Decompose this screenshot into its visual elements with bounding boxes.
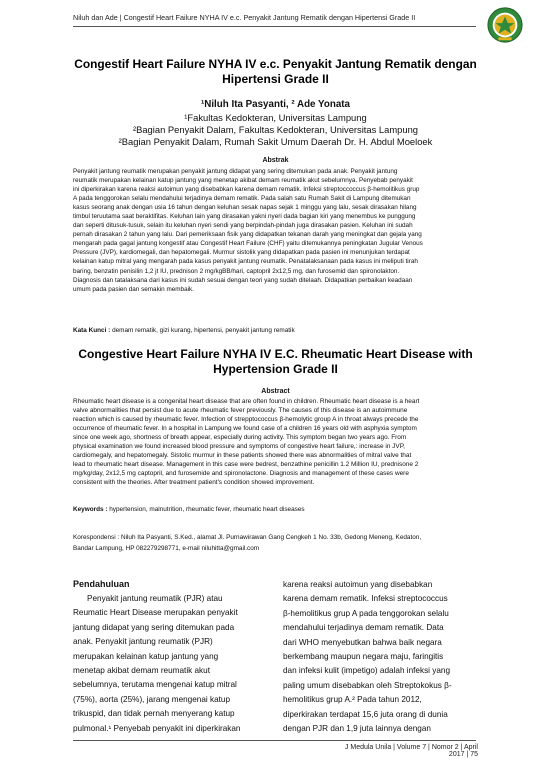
footer-rule [73,740,476,741]
abstract-line: mg/kg/day, 2x12,5 mg captopril, and furosemide and spironolactone. Diagnosis and management of these cases were [73,470,409,478]
correspondence-line: Korespondensi : Niluh Ita Pasyanti, S.Ked., alamat Jl. Purnawirawan Gang Cengkeh 1 No. 33b, Gedong Meneng, Kedaton, [73,534,422,541]
abstrak-line: timbul teruutama saat beraktifitas. Keluhan lain yang dirasakan yakni nyeri dada bagian kiri yang menembus ke punggung [73,213,416,221]
affiliation: ¹Fakultas Kedokteran, Universitas Lampung [184,112,367,123]
body-column-right [283,578,476,736]
affiliation: ²Bagian Penyakit Dalam, Rumah Sakit Umum Daerah Dr. H. Abdul Moeloek [118,136,433,147]
page-footer: J Medula Unila | Volume 7 | Nomor 2 | April 2017 | 75 [344,744,478,758]
abstrak-heading: Abstrak [262,157,289,164]
body-line: jantung didapat yang sering ditemukan pada [73,622,235,632]
abstrak-line: A pada tenggorokan selalu mendahului terjadinya demam rematik. Pada salah satu Rumah Sakit di Lampung ditemukan [73,195,411,203]
abstract-body [73,397,478,487]
abstract-line: since one week ago, shortness of breath appear, especially during activity. This symptom began two years ago. From [73,434,407,442]
body-line: trikuspid, dan tidak pernah menyerang katup [73,709,235,719]
body-line: karena reaksi autoimun yang disebabkan [283,580,433,589]
body-line: dengan PJR dan 1,9 juta lainnya dengan [283,724,431,734]
kata-kunci [73,327,478,334]
abstrak-line: pernah dirasakan 2 tahun yang lalu. Dari pemeriksaan fisik yang didapatkan tekanan darah yang meningkat dan gejala yang [73,231,422,239]
abstrak-line: Diagnosis dan tatalaksana dari kasus ini sudah sesuai dengan teori yang sudah ditelaah. Didapatkan perbaikan keadaan [73,276,413,284]
abstrak-line: Pressure (JVP), kardiomegali, dan hepatomegali. Murmur sistolik yang didapatkan pada pasien ini menunjukan terdapat [73,249,410,257]
abstrak-line: baring, benzatin penisilin 1,2 jt IU, prednison 2 mg/kgBB/hari, captopril 2x12,5 mg, dan furosemid dan spironolakton. [73,267,400,275]
abstract-line: Rheumatic heart disease is a congenital heart disease that are often found in children. Rheumatic heart disease is a heart [73,398,420,405]
abstrak-line: umum pada pasien dan semakin membaik. [73,285,194,293]
body-line: Reumatic Heart Disease merupakan penyakit [73,608,238,618]
title-id-line: Hipertensi Grade II [222,72,329,86]
title-id-line: Congestif Heart Failure NYHA IV e.c. Penyakit Jantung Rematik dengan [74,57,477,71]
abstrak-body [73,167,478,294]
body-column-left [73,592,266,736]
abstract-line: lead to rheumatic heart disease. Management in this case were bedrest, benzathine penicillin 1.2 Million IU, prednisone 2 [73,461,419,469]
abstrak-line: Penyakit jantung reumatik merupakan penyakit jantung didapat yang sering ditemukan pada anak. Penyakit jantung [73,168,398,175]
abstract-line: consistent with the theories. After treatment patient's condition showed improvement. [73,479,315,487]
abstract-line: physical examination we found increased blood pressure and symptoms of congestive heart failure,: increase in JVP, [73,443,405,451]
abstrak-line: kelainan katup mitral yang mengarah pada kasus penyakit jantung reumatik. Penatalaksanaan pada kasus ini meliputi tirah [73,258,418,266]
body-line: berkembang maupun negara maju, faringitis [283,652,444,662]
body-line: β-hemolitikus grup A pada tenggorokan selalu [283,608,449,618]
abstrak-line: ini diperkirakan karena reaksi autoimun yang disebabkan karena demam rematik. Infeksi streptoccoccus β-hemolitikus grup [73,186,420,194]
correspondence [73,533,478,554]
body-line: Penyakit jantung reumatik (PJR) atau [87,594,223,603]
kata-kunci-text: demam rematik, gizi kurang, hipertensi, penyakit jantung rematik [110,327,295,334]
abstract-line: valve abnormalities that persist due to acute rheumatic fever previously. The causes of this disease is an autoimmune [73,407,408,415]
body-line: merupakan kelainan katup jantung yang [73,651,219,661]
body-line: dari WHO menyebutkan bahwa baik negara [283,637,442,647]
body-line: dan infeksi kulit (impetigo) adalah infeksi yang [283,666,451,676]
abstract-line: occurrence of rheumatic fever. In a hospital in Lampung we found case of a children 16 years old with asphyxia symptom [73,425,417,433]
body-line: (75%), aorta (25%), jarang mengenai katup [73,694,231,704]
body-line: mendahului terjadinya demam rematik. Data [283,623,444,633]
correspondence-line: Bandar Lampung, HP 082279298771, e-mail niluhitta@gmail.com [73,544,260,552]
affiliation: ²Bagian Penyakit Dalam, Fakultas Kedokteran, Universitas Lampung [132,124,419,135]
abstrak-line: reumatik merupakan kelainan katup jantung yang menetap akibat demam reumatik akut sebelumnya. Penyebab penyakit [73,177,413,185]
abstrak-line: kasus seorang anak dengan usia 16 tahun dengan keluhan sesak napas sejak 1 minggu yang lalu, sesak dirasakan hilang [73,204,417,212]
body-line: pulmonal.¹ Penyebab penyakit ini diperkirakan [73,723,241,733]
kata-kunci-label: Kata Kunci : [73,327,111,334]
body-line: diperkirakan terdapat 15,6 juta orang di dunia [283,709,448,719]
body-line: anak. Penyakit jantung reumatik (PJR) [73,637,213,647]
title-indonesian [73,57,478,87]
keywords [73,506,478,513]
abstract-heading: Abstract [261,388,290,395]
body-line: paling umum disebabkan oleh Streptokokus β- [283,680,452,690]
body-line: menetap akibat demam reumatik akut [73,666,210,676]
abstrak-line: mengarah pada gagal jantung kongestif atau Congestif Heart Failure (CHF) yaitu ditemukannya peningkatan Jugular Venous [73,240,423,248]
running-header: Niluh dan Ade | Congestif Heart Failure NYHA IV e.c. Penyakit Jantung Rematik dengan Hipertensi Grade II [73,13,416,22]
body-line: sebelumnya, terutama mengenai katup mitral [73,680,237,690]
section-heading: Pendahuluan [73,579,130,589]
abstract-line: reaction which is caused by rheumatic fever. Infection of strepptococcus β-hemolytic group A in throat always precede the [73,416,419,424]
body-line: karena demam rematik. Infeksi streptococcus [283,594,448,604]
keywords-text: hypertension, malnutrition, rheumatic fever, rheumatic heart diseases [107,506,305,513]
header-rule [73,26,476,27]
title-en-line: Congestive Heart Failure NYHA IV E.C. Rheumatic Heart Disease with [78,347,473,361]
author-line: ¹Niluh Ita Pasyanti, ² Ade Yonata [201,99,350,110]
title-english [73,347,478,377]
abstrak-line: dan seperti ditusuk-tusuk, selain itu keluhan nyeri sendi yang berpindah-pindah juga dirasakan pasien. Keluhan ini sudah [73,222,413,230]
keywords-label: Keywords : [73,506,108,513]
abstract-line: cardiomegaly, and hepatomegaly. Sistolic murmur in these patients showed there was abnormalities of mitral valve that [73,452,412,460]
body-line: hemolitikus grup A.² Pada tahun 2012, [283,695,422,705]
university-emblem-icon [486,6,524,44]
title-en-line: Hypertension Grade II [213,362,338,376]
